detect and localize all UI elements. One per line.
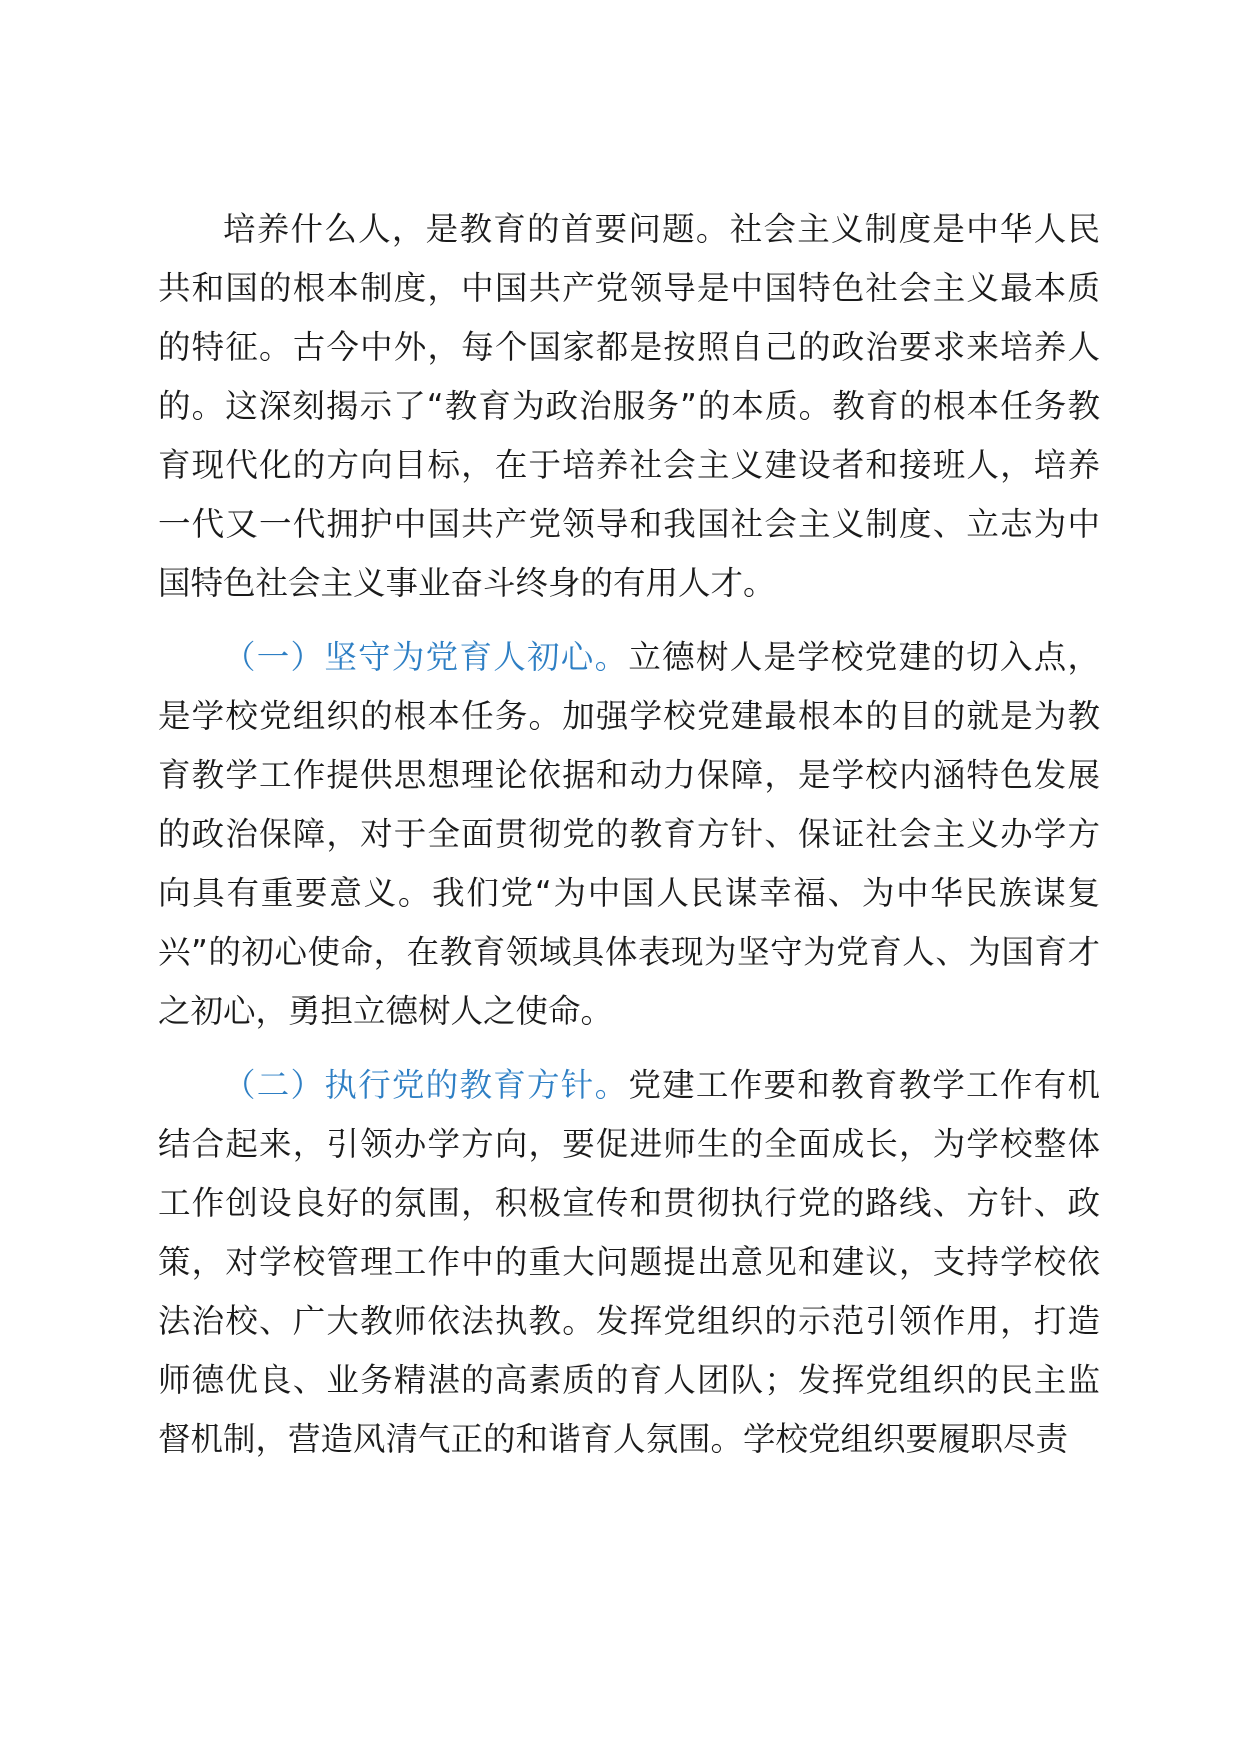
section-1-text: 立德树人是学校党建的切入点，是学校党组织的根本任务。加强学校党建最根本的目的就是为教育教学工作提供思想理论依据和动力保障，是学校内涵特色发展的政治保障，对于全面贯彻党的教育方针、保证社会主义办学方向具有重要意义。我们党“为中国人民谋幸福、为中华民族谋复兴”的初心使命，在教育领域具体表现为坚守为党育人、为国育才之初心，勇担立德树人之使命。 xyxy=(158,638,1100,1030)
section-2-text: 党建工作要和教育教学工作有机结合起来，引领办学方向，要促进师生的全面成长，为学校整体工作创设良好的氛围，积极宣传和贯彻执行党的路线、方针、政策，对学校管理工作中的重大问题提出意见和建议，支持学校依法治校、广大教师依法执教。发挥党组织的示范引领作用，打造师德优良、业务精湛的高素质的育人团队；发挥党组织的民主监督机制，营造风清气正的和谐育人氛围。学校党组织要履职尽责 xyxy=(158,1066,1100,1458)
document-body xyxy=(158,200,1100,1469)
paragraph-section-1 xyxy=(158,628,1100,1041)
paragraph-section-2 xyxy=(158,1056,1100,1469)
paragraph-intro-text: 培养什么人，是教育的首要问题。社会主义制度是中华人民共和国的根本制度，中国共产党领导是中国特色社会主义最本质的特征。古今中外，每个国家都是按照自己的政治要求来培养人的。这深刻揭示了“教育为政治服务”的本质。教育的根本任务教育现代化的方向目标，在于培养社会主义建设者和接班人，培养一代又一代拥护中国共产党领导和我国社会主义制度、立志为中国特色社会主义事业奋斗终身的有用人才。 xyxy=(158,210,1100,602)
section-2-heading: （二）执行党的教育方针。 xyxy=(223,1066,629,1104)
section-1-heading: （一）坚守为党育人初心。 xyxy=(223,638,629,676)
paragraph-intro xyxy=(158,200,1100,613)
